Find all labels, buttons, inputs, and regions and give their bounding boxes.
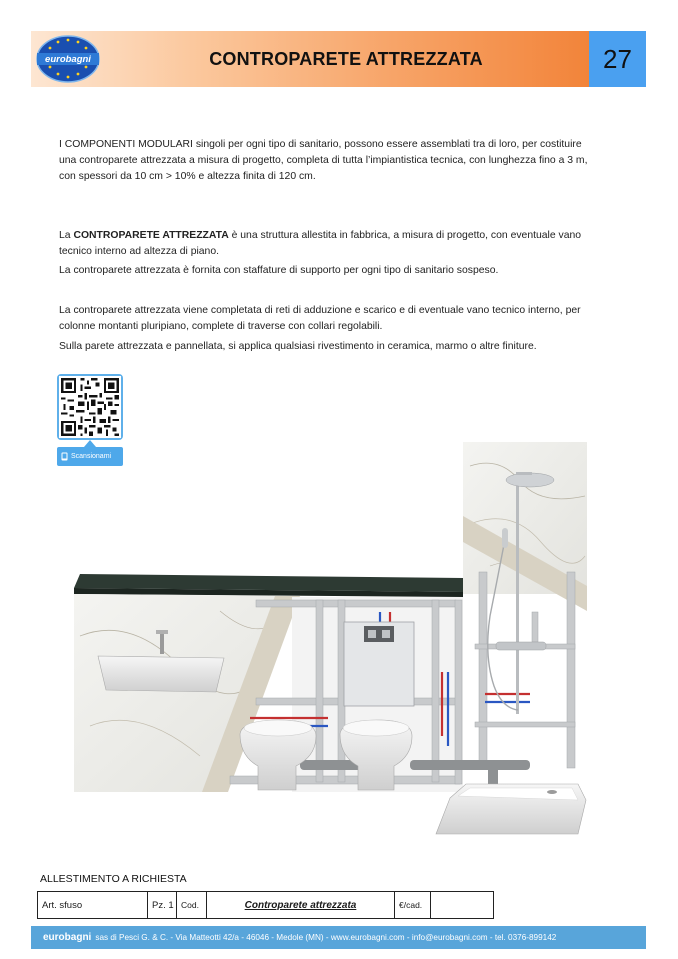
definition-intro: La — [59, 230, 74, 241]
cistern-box — [344, 622, 414, 706]
finish-paragraph: Sulla parete attrezzata e pannellata, si applica qualsiasi rivestimento in ceramica, marmo o altre finiture. — [59, 341, 537, 352]
scan-button-label: Scansionami — [71, 453, 112, 460]
page-number: 27 — [589, 31, 646, 87]
phone-icon — [61, 452, 68, 461]
qr-code-icon — [59, 376, 121, 438]
definition-rest: è una struttura allestita in fabbrica, a misura di progetto, con eventuale vano tecnico interno ad altezza di piano. — [59, 230, 582, 257]
controparete-illustration — [70, 436, 590, 840]
order-table — [37, 891, 494, 919]
order-description: Controparete attrezzata — [207, 892, 395, 918]
page-title: CONTROPARETE ATTREZZATA — [209, 48, 483, 69]
definition-paragraph — [59, 228, 599, 260]
support-paragraph: La controparete attrezzata è fornita con staffature di supporto per ogni tipo di sanitario sospeso. — [59, 265, 499, 276]
order-quantity: Pz. 1 — [148, 892, 177, 918]
order-price-value[interactable] — [431, 892, 493, 918]
definition-bold: CONTROPARETE ATTREZZATA — [73, 230, 229, 241]
order-label: ALLESTIMENTO A RICHIESTA — [40, 873, 187, 885]
stone-shelf — [74, 574, 463, 597]
intro-paragraph: I COMPONENTI MODULARI singoli per ogni tipo di sanitario, possono essere assemblati tra di loro, per costituire una controparete attrezzata a misura di progetto, completa di tutta l’impiantistica tecnica, con lunghezza fino a 3 m, con spessori da 10 cm > 10% e altezza finita di 120 cm. — [59, 139, 588, 182]
networks-paragraph: La controparete attrezzata viene completata di reti di adduzione e scarico e di eventuale vano tecnico interno, per colonne montanti pluripiano, complete di traverse con collari regolabili. — [59, 305, 581, 332]
footer-info: sas di Pesci G. & C. - Via Matteotti 42/a - 46046 - Medole (MN) - www.eurobagni.com - info@eurobagni.com - tel. 0376-899142 — [95, 933, 557, 942]
qr-code[interactable] — [57, 374, 123, 440]
eurobagni-logo — [35, 34, 101, 84]
shower-tray — [436, 784, 586, 834]
order-code: Cod. — [177, 892, 207, 918]
logo-text: eurobagni — [45, 54, 91, 65]
page-header — [31, 31, 646, 87]
order-price-unit: €/cad. — [395, 892, 431, 918]
page-footer — [31, 926, 646, 949]
footer-brand: eurobagni — [43, 932, 92, 943]
order-article: Art. sfuso — [38, 892, 148, 918]
